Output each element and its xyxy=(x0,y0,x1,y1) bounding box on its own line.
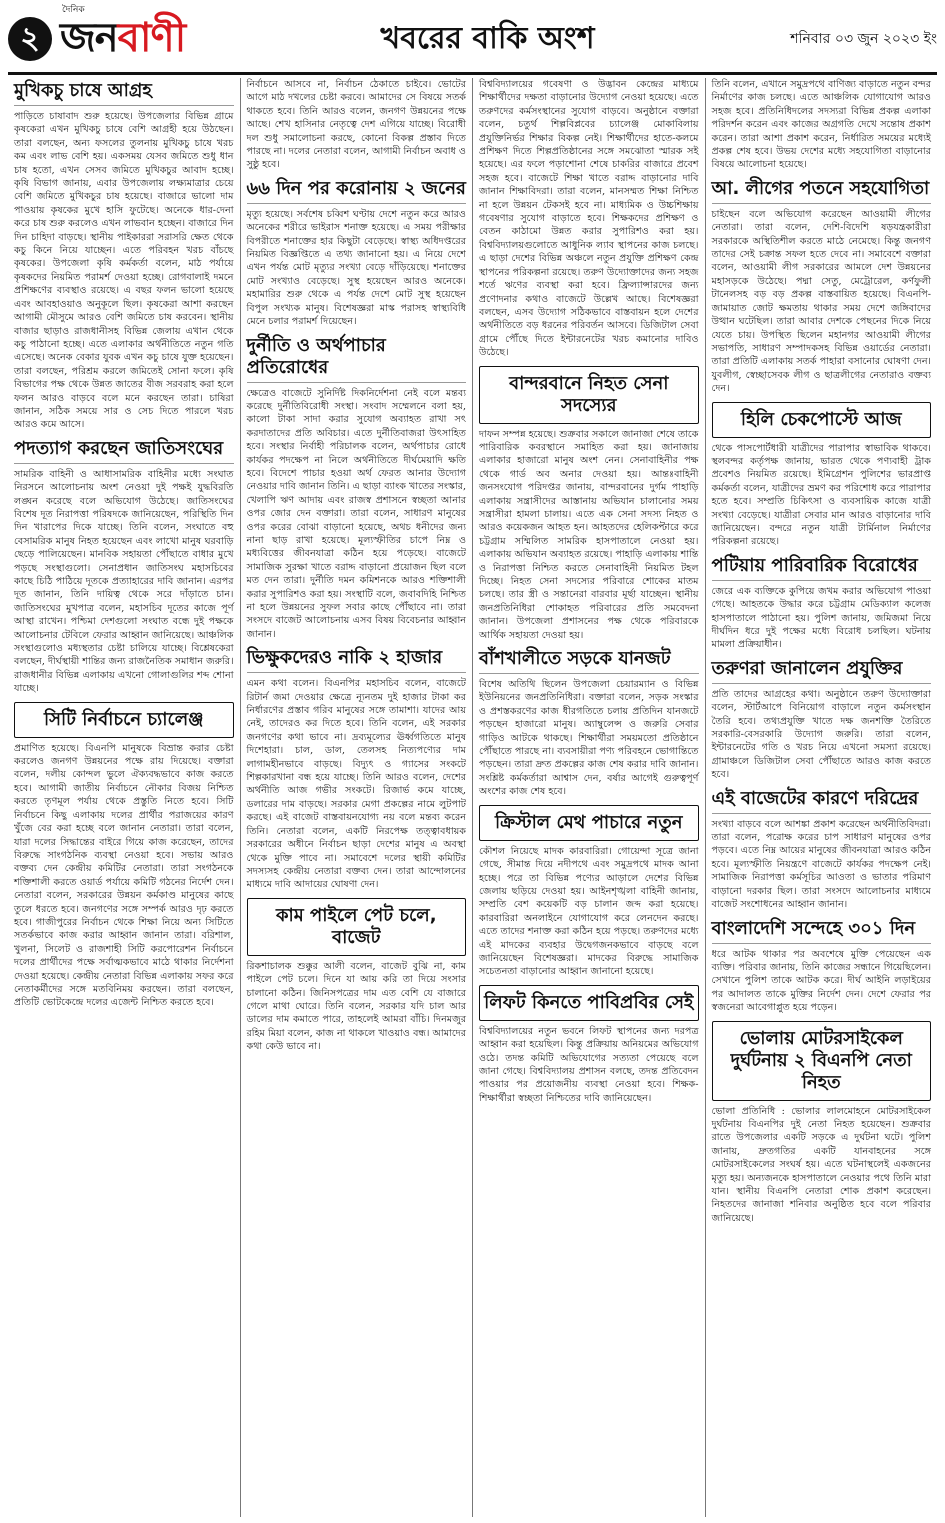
story-body: চাইছেন বলে অভিযোগ করেছেন আওয়ামী লীগের নেতারা। তারা বলেন, দেশি-বিদেশি ষড়যন্ত্রকারীরা সরকারকে অস্থিতিশীল করতে মাঠে নেমেছে। কিন্তু জনগণ তাদের সেই চক্রান্ত সফল হতে দেবে না। সমাবেশে বক্তারা বলেন, আওয়ামী লীগ সরকারের আমলে দেশ উন্নয়নের মহাসড়কে উঠেছে। পদ্মা সেতু, মেট্রোরেল, কর্ণফুলী টানেলসহ বড় বড় প্রকল্প বাস্তবায়িত হয়েছে। বিএনপি-জামায়াত জোট ক্ষমতায় থাকার সময় দেশে জঙ্গিবাদের উত্থান ঘটেছিল। তারা আবার দেশকে পেছনের দিকে নিয়ে যেতে চায়। উপস্থিত ছিলেন মহানগর আওয়ামী লীগের সভাপতি, সাধারণ সম্পাদকসহ বিভিন্ন ওয়ার্ডের নেতারা। তারা প্রতিটি এলাকায় সতর্ক পাহারা বসানোর ঘোষণা দেন। যুবলীগ, স্বেচ্ছাসেবক লীগ ও ছাত্রলীগের নেতারাও বক্তব্য দেন। xyxy=(711,208,931,395)
story-headline: বাংলাদেশি সন্দেহে ৩০১ দিন xyxy=(712,918,932,944)
story-body: পাড়িতে চাষাবাদ শুরু হয়েছে। উপজেলার বিভিন্ন গ্রামে কৃষকেরা এখন মুখিকচু চাষে বেশি আগ্রহী হয়ে উঠছেন। তারা বলছেন, অন্য ফসলের তুলনায় মুখিকচু চাষে খরচ কম এবং লাভ বেশি হয়। একসময় যেসব জমিতে শুধু ধান চাষ হতো, এখন সেসব জমিতে মুখিকচুর আবাদ হচ্ছে। কৃষি বিভাগ জানায়, এবার উপজেলায় লক্ষ্যমাত্রার চেয়ে বেশি জমিতে মুখিকচুর চাষ হয়েছে। বাজারে ভালো দাম পাওয়ায় কৃষকের মুখে হাসি ফুটেছে। অনেকে ধার-দেনা করে চাষ শুরু করলেও এখন লাভবান হচ্ছেন। বাজারে দিন দিন চাহিদা বাড়ছে। স্থানীয় পাইকাররা সরাসরি ক্ষেত থেকে কচু কিনে নিয়ে যাচ্ছেন। এতে পরিবহন খরচ বাঁচছে কৃষকের। উপজেলা কৃষি কর্মকর্তা বলেন, মাঠ পর্যায়ে কৃষকদের নিয়মিত পরামর্শ দেওয়া হচ্ছে। রোগবালাই দমনে প্রশিক্ষণের ব্যবস্থাও রয়েছে। এ বছর ফলন ভালো হয়েছে এবং আবহাওয়াও অনুকূলে ছিল। কৃষকেরা আশা করছেন আগামী মৌসুমে আরও বেশি জমিতে চাষ করবেন। স্থানীয় বাজার ছাড়াও রাজধানীসহ বিভিন্ন জেলায় এখান থেকে কচু পাঠানো হচ্ছে। এতে এলাকার অর্থনীতিতে নতুন গতি এসেছে। অনেক বেকার যুবক এখন কচু চাষে যুক্ত হয়েছেন। তারা বলছেন, পরিশ্রম করলে জমিতেই সোনা ফলে। কৃষি বিভাগের পক্ষ থেকে উন্নত জাতের বীজ সরবরাহ করা হলে ফলন আরও বাড়বে বলে মনে করছেন তারা। চাষিরা জানান, সঠিক সময়ে সার ও সেচ দিতে পারলে খরচ আরও কমে আসে। xyxy=(14,111,234,431)
story-headline: এই বাজেটের কারণে দরিদ্রের xyxy=(712,788,932,814)
news-story xyxy=(247,178,467,329)
logo-daily-label: দৈনিক xyxy=(62,4,85,15)
story-headline: ভোলায় মোটরসাইকেল দুর্ঘটনায় ২ বিএনপি নেতা নিহত xyxy=(712,1021,932,1101)
news-story xyxy=(247,335,467,642)
news-story xyxy=(712,788,932,912)
story-body: কৌশল নিয়েছে মাদক কারবারিরা। গোয়েন্দা সূত্রে জানা গেছে, সীমান্ত দিয়ে নদীপথে এবং সমুদ্রপথে মাদক আনা হচ্ছে। পরে তা বিভিন্ন পণ্যের আড়ালে দেশের বিভিন্ন জেলায় ছড়িয়ে দেওয়া হয়। আইনশৃঙ্খলা বাহিনী জানায়, সম্প্রতি বেশ কয়েকটি বড় চালান জব্দ করা হয়েছে। কারবারিরা অনলাইনে যোগাযোগ করে লেনদেন করছে। এতে তাদের শনাক্ত করা কঠিন হয়ে পড়ছে। তরুণদের মধ্যে এই মাদকের ব্যবহার উদ্বেগজনকভাবে বাড়ছে বলে জানিয়েছেন বিশেষজ্ঞরা। মাদকের বিরুদ্ধে সামাজিক সচেতনতা বাড়ানোর আহ্বান জানানো হয়েছে। xyxy=(479,845,699,978)
story-body: সংখ্যা বাড়বে বলে আশঙ্কা প্রকাশ করেছেন অর্থনীতিবিদরা। তারা বলেন, পরোক্ষ করের চাপ সাধারণ মানুষের ওপর পড়বে। এতে নিম্ন আয়ের মানুষের জীবনযাত্রা আরও কঠিন হবে। মূল্যস্ফীতি নিয়ন্ত্রণে বাজেটে কার্যকর পদক্ষেপ নেই। সামাজিক নিরাপত্তা কর্মসূচির আওতা ও ভাতার পরিমাণ বাড়ানো দরকার ছিল। তারা সংসদে আলোচনার মাধ্যমে বাজেট সংশোধনের আহ্বান জানান। xyxy=(711,818,931,911)
page-number-badge: ২ xyxy=(8,17,52,61)
story-body: ধরে আটক থাকার পর অবশেষে মুক্তি পেয়েছেন এক ব্যক্তি। পরিবার জানায়, তিনি কাজের সন্ধানে গিয়েছিলেন। সেখানে পুলিশ তাকে আটক করে। দীর্ঘ আইনি লড়াইয়ের পর আদালত তাকে মুক্তির নির্দেশ দেন। দেশে ফেরার পর স্বজনেরা আবেগাপ্লুত হয়ে পড়েন। xyxy=(711,948,931,1014)
news-story xyxy=(712,78,932,172)
news-story xyxy=(247,78,467,172)
news-story xyxy=(247,647,467,892)
story-body: ভোলা প্রতিনিধি : ভোলার লালমোহনে মোটরসাইকেল দুর্ঘটনায় বিএনপির দুই নেতা নিহত হয়েছেন। শুক্রবার রাতে উপজেলার একটি সড়কে এ দুর্ঘটনা ঘটে। পুলিশ জানায়, দ্রুতগতির একটি যানবাহনের সঙ্গে মোটরসাইকেলের সংঘর্ষ হয়। এতে ঘটনাস্থলেই একজনের মৃত্যু হয়। অন্যজনকে হাসপাতালে নেওয়ার পথে তিনি মারা যান। স্থানীয় বিএনপি নেতারা শোক প্রকাশ করেছেন। নিহতদের জানাজা শনিবার অনুষ্ঠিত হবে বলে পরিবার জানিয়েছে। xyxy=(711,1105,931,1224)
story-body: থেকে পাসপোর্টধারী যাত্রীদের পারাপার স্বাভাবিক থাকবে। স্থলবন্দর কর্তৃপক্ষ জানায়, ভারত থেকে পণ্যবাহী ট্রাক প্রবেশও নিয়মিত রয়েছে। ইমিগ্রেশন পুলিশের ভারপ্রাপ্ত কর্মকর্তা বলেন, যাত্রীদের ভ্রমণ কর পরিশোধ করে পারাপার হতে হবে। সম্প্রতি চিকিৎসা ও ব্যবসায়িক কাজে যাত্রী সংখ্যা বেড়েছে। যাত্রীরা সেবার মান আরও বাড়ানোর দাবি জানিয়েছেন। বন্দরে নতুন যাত্রী টার্মিনাল নির্মাণের পরিকল্পনা রয়েছে। xyxy=(711,442,931,548)
masthead xyxy=(8,6,937,75)
news-story xyxy=(712,555,932,652)
story-body: রিকশাচালক শুক্কুর আলী বলেন, বাজেট বুঝি না, কাম পাইলে পেট চলে। দিনে যা আয় করি তা দিয়ে সংসার চালানো কঠিন। জিনিসপত্রের দাম এত বেশি যে বাজারে গেলে মাথা ঘোরে। তিনি বলেন, সরকার যদি চাল আর ডালের দাম কমাতে পারে, তাহলেই আমরা বাঁচি। দিনমজুর রহিম মিয়া বলেন, কাজ না থাকলে খাওয়াও বন্ধ। আমাদের কথা কেউ ভাবে না। xyxy=(246,960,466,1053)
news-story xyxy=(14,702,234,1010)
story-headline: হিলি চেকপোস্টে আজ xyxy=(712,402,932,438)
story-headline: পটিয়ায় পারিবারিক বিরোধের xyxy=(712,555,932,581)
story-body: বিশ্ববিদ্যালয়ের নতুন ভবনে লিফট স্থাপনের জন্য দরপত্র আহ্বান করা হয়েছিল। কিন্তু প্রক্রিয়ায় অনিয়মের অভিযোগ ওঠে। তদন্ত কমিটি অভিযোগের সত্যতা পেয়েছে বলে জানা গেছে। বিশ্ববিদ্যালয় প্রশাসন বলছে, তদন্ত প্রতিবেদন পাওয়ার পর প্রয়োজনীয় ব্যবস্থা নেওয়া হবে। শিক্ষক-শিক্ষার্থীরা স্বচ্ছতা নিশ্চিতের দাবি জানিয়েছেন। xyxy=(479,1025,699,1104)
issue-date: শনিবার ০৩ জুন ২০২৩ ইং xyxy=(790,31,937,47)
paper-logo xyxy=(8,4,238,69)
news-story xyxy=(712,178,932,396)
story-body: সামরিক বাহিনী ও আধাসামরিক বাহিনীর মধ্যে সংঘাত নিরসনে আলোচনায় অংশ নেওয়া দুই পক্ষই যুদ্ধবিরতি লঙ্ঘন করেছে বলে অভিযোগ উঠেছে। জাতিসংঘের বিশেষ দূত নিরাপত্তা পরিষদকে জানিয়েছেন, পরিস্থিতি দিন দিন খারাপের দিকে যাচ্ছে। তিনি বলেন, সংঘাতে বহু বেসামরিক মানুষ নিহত হয়েছেন এবং লাখো মানুষ ঘরবাড়ি ছেড়ে পালিয়েছেন। মানবিক সহায়তা পৌঁছাতে বাধার মুখে পড়ছে সংস্থাগুলো। সেনাপ্রধান জাতিসংঘ মহাসচিবের কাছে চিঠি পাঠিয়ে দূতকে প্রত্যাহারের দাবি জানান। এরপর দূত জানান, তিনি দায়িত্ব থেকে সরে দাঁড়াতে চান। জাতিসংঘের মুখপাত্র বলেন, মহাসচিব দূতের কাজে পূর্ণ আস্থা রাখেন। পশ্চিমা দেশগুলো সংঘাত বন্ধে দুই পক্ষকে আলোচনার টেবিলে ফেরার আহ্বান জানিয়েছে। আঞ্চলিক সংস্থাগুলোও মধ্যস্থতার চেষ্টা চালিয়ে যাচ্ছে। বিশ্লেষকেরা বলছেন, দীর্ঘস্থায়ী শান্তির জন্য রাজনৈতিক সমাধান জরুরি। রাজধানীর বিভিন্ন এলাকায় এখনো গোলাগুলির শব্দ শোনা যাচ্ছে। xyxy=(14,468,234,695)
column-1 xyxy=(8,78,241,1517)
news-story xyxy=(479,805,699,979)
news-story xyxy=(479,78,699,360)
story-body: বিশ্ববিদ্যালয়ের গবেষণা ও উদ্ভাবন কেন্দ্রের মাধ্যমে শিক্ষার্থীদের দক্ষতা বাড়ানোর উদ্যোগ নেওয়া হয়েছে। এতে তরুণদের কর্মসংস্থানের সুযোগ বাড়বে। অনুষ্ঠানে বক্তারা বলেন, চতুর্থ শিল্পবিপ্লবের চ্যালেঞ্জ মোকাবিলায় প্রযুক্তিনির্ভর শিক্ষার বিকল্প নেই। শিক্ষার্থীদের হাতে-কলমে প্রশিক্ষণ দিতে শিল্পপ্রতিষ্ঠানের সঙ্গে সমঝোতা স্মারক সই হয়েছে। এর ফলে পড়াশোনা শেষে চাকরির বাজারে প্রবেশ সহজ হবে। বাজেটে শিক্ষা খাতে বরাদ্দ বাড়ানোর দাবি জানান শিক্ষাবিদরা। তারা বলেন, মানসম্মত শিক্ষা নিশ্চিত না হলে উন্নয়ন টেকসই হবে না। মাধ্যমিক ও উচ্চশিক্ষায় গবেষণার সুযোগ বাড়াতে হবে। শিক্ষকদের প্রশিক্ষণ ও বেতন কাঠামো উন্নত করার সুপারিশও করা হয়। বিশ্ববিদ্যালয়গুলোতে আধুনিক ল্যাব স্থাপনের কাজ চলছে। এ ছাড়া দেশের বিভিন্ন অঞ্চলে নতুন প্রযুক্তি প্রশিক্ষণ কেন্দ্র স্থাপনের পরিকল্পনা রয়েছে। তরুণ উদ্যোক্তাদের জন্য সহজ শর্তে ঋণের ব্যবস্থা করা হবে। ফ্রিল্যান্সারদের জন্য প্রণোদনার কথাও বাজেটে উল্লেখ আছে। বিশেষজ্ঞরা বলছেন, এসব উদ্যোগ সঠিকভাবে বাস্তবায়ন হলে দেশের অর্থনীতিতে বড় ধরনের পরিবর্তন আসবে। ডিজিটাল সেবা গ্রামে পৌঁছে দিতে ইন্টারনেটের খরচ কমানোর দাবিও উঠেছে। xyxy=(479,79,699,359)
news-story xyxy=(712,658,932,782)
story-headline: সিটি নির্বাচনে চ্যালেঞ্জ xyxy=(14,702,234,738)
column-3 xyxy=(473,78,706,1517)
story-headline: বাঁশখালীতে সড়কে যানজট xyxy=(479,648,699,674)
section-title: খবরের বাকি অংশ xyxy=(380,20,595,56)
column-2 xyxy=(241,78,474,1517)
news-story xyxy=(479,985,699,1105)
story-headline: মুখিকচু চাষে আগ্রহ xyxy=(14,80,234,106)
news-story xyxy=(479,648,699,799)
news-story xyxy=(247,898,467,1054)
story-headline: বান্দরবানে নিহত সেনা সদস্যের xyxy=(479,366,699,424)
story-headline: লিফট কিনতে পাবিপ্রবির সেই xyxy=(479,985,699,1021)
story-body: বিশেষ অতিথি ছিলেন উপজেলা চেয়ারম্যান ও বিভিন্ন ইউনিয়নের জনপ্রতিনিধিরা। বক্তারা বলেন, সড়ক সংস্কার ও প্রশস্তকরণের কাজ ধীরগতিতে চলায় প্রতিদিন যানজটে পড়ছেন হাজারো মানুষ। অ্যাম্বুলেন্স ও জরুরি সেবার গাড়িও আটকে থাকছে। শিক্ষার্থীরা সময়মতো প্রতিষ্ঠানে পৌঁছাতে পারছে না। ব্যবসায়ীরা পণ্য পরিবহনে ভোগান্তিতে পড়ছেন। তারা দ্রুত প্রকল্পের কাজ শেষ করার দাবি জানান। সংশ্লিষ্ট কর্মকর্তারা আশ্বাস দেন, বর্ষার আগেই গুরুত্বপূর্ণ অংশের কাজ শেষ হবে। xyxy=(479,679,699,798)
news-story xyxy=(712,1021,932,1226)
story-headline: ৬৬ দিন পর করোনায় ২ জনের xyxy=(247,178,467,204)
story-headline: আ. লীগের পতনে সহযোগিতা xyxy=(712,178,932,204)
story-body: জেরে এক ব্যক্তিকে কুপিয়ে জখম করার অভিযোগ পাওয়া গেছে। আহতকে উদ্ধার করে চট্টগ্রাম মেডিক্যাল কলেজ হাসপাতালে পাঠানো হয়। পুলিশ জানায়, জমিজমা নিয়ে দীর্ঘদিন ধরে দুই পক্ষের মধ্যে বিরোধ চলছিল। ঘটনায় মামলা প্রক্রিয়াধীন। xyxy=(711,585,931,651)
logo-wordmark xyxy=(60,6,185,73)
logo-name-part-b: বাণী xyxy=(117,14,186,61)
story-headline: ভিক্ষুকদেরও নাকি ২ হাজার xyxy=(247,647,467,673)
news-story xyxy=(14,438,234,696)
news-story xyxy=(14,80,234,432)
story-body: দাফন সম্পন্ন হয়েছে। শুক্রবার সকালে জানাজা শেষে তাকে পারিবারিক কবরস্থানে সমাহিত করা হয়। জানাজায় এলাকার হাজারো মানুষ অংশ নেন। সেনাবাহিনীর পক্ষ থেকে গার্ড অব অনার দেওয়া হয়। আন্তঃবাহিনী জনসংযোগ পরিদপ্তর জানায়, বান্দরবানের দুর্গম পাহাড়ি এলাকায় সন্ত্রাসীদের আস্তানায় অভিযান চালানোর সময় সন্ত্রাসীরা হামলা চালায়। এতে এক সেনা সদস্য নিহত ও আরও কয়েকজন আহত হন। আহতদের হেলিকপ্টারে করে চট্টগ্রাম সম্মিলিত সামরিক হাসপাতালে নেওয়া হয়। এলাকায় অভিযান অব্যাহত রয়েছে। পাহাড়ি এলাকায় শান্তি ও নিরাপত্তা নিশ্চিত করতে সেনাবাহিনী নিয়মিত টহল দিচ্ছে। নিহত সেনা সদস্যের পরিবারে শোকের মাতম চলছে। তার স্ত্রী ও সন্তানেরা বারবার মূর্ছা যাচ্ছেন। স্থানীয় জনপ্রতিনিধিরা শোকাহত পরিবারের প্রতি সমবেদনা জানান। উপজেলা প্রশাসনের পক্ষ থেকে পরিবারকে আর্থিক সহায়তা দেওয়া হয়। xyxy=(479,428,699,641)
story-body: প্রতি তাদের আগ্রহের কথা। অনুষ্ঠানে তরুণ উদ্যোক্তারা বলেন, স্টার্টআপে বিনিয়োগ বাড়ালে নতুন কর্মসংস্থান তৈরি হবে। তথ্যপ্রযুক্তি খাতে দক্ষ জনশক্তি তৈরিতে সরকারি-বেসরকারি উদ্যোগ জরুরি। তারা বলেন, ইন্টারনেটের গতি ও খরচ নিয়ে এখনো সমস্যা রয়েছে। গ্রামাঞ্চলে ডিজিটাল সেবা পৌঁছাতে আরও কাজ করতে হবে। xyxy=(711,688,931,781)
logo-name-part-a: জন xyxy=(60,14,118,61)
story-headline: তরুণরা জানালেন প্রযুক্তির xyxy=(712,658,932,684)
news-story xyxy=(712,918,932,1015)
story-body: প্রমাণিত হয়েছে। বিএনপি মানুষকে বিভ্রান্ত করার চেষ্টা করলেও জনগণ উন্নয়নের পক্ষে রায় দিয়েছে। বক্তারা বলেন, দলীয় কোন্দল ভুলে ঐক্যবদ্ধভাবে কাজ করতে হবে। আগামী জাতীয় নির্বাচনে নৌকার বিজয় নিশ্চিত করতে তৃণমূল পর্যায় থেকে প্রস্তুতি নিতে হবে। সিটি নির্বাচনে কিছু এলাকায় দলের প্রার্থীর পরাজয়ের কারণ খুঁজে বের করা হচ্ছে বলে জানান নেতারা। তারা বলেন, যারা দলের সিদ্ধান্তের বাইরে গিয়ে কাজ করেছেন, তাদের বিরুদ্ধে সাংগঠনিক ব্যবস্থা নেওয়া হবে। সভায় আরও বক্তব্য দেন কেন্দ্রীয় কমিটির নেতারা। তারা সংগঠনকে শক্তিশালী করতে ওয়ার্ড পর্যায়ে কমিটি গঠনের নির্দেশ দেন। নেতারা বলেন, সরকারের উন্নয়ন কর্মকাণ্ড মানুষের কাছে তুলে ধরতে হবে। জনগণের সঙ্গে সম্পর্ক আরও দৃঢ় করতে হবে। গাজীপুরের নির্বাচন থেকে শিক্ষা নিয়ে অন্য সিটিতে সতর্কভাবে কাজ করার আহ্বান জানান তারা। বরিশাল, খুলনা, সিলেট ও রাজশাহী সিটি করপোরেশন নির্বাচনে দলের প্রার্থীদের পক্ষে সর্বাত্মকভাবে মাঠে থাকার নির্দেশনা দেওয়া হয়েছে। কেন্দ্রীয় নেতারা বিভিন্ন এলাকায় সফর করে নেতাকর্মীদের সঙ্গে মতবিনিময় করছেন। তারা বলছেন, প্রতিটি ভোটকেন্দ্রে দলের এজেন্ট নিশ্চিত করতে হবে। xyxy=(14,742,234,1009)
story-body: নির্বাচনে আসবে না, নির্বাচন ঠেকাতে চাইবে। ভোটের আগে মাঠ দখলের চেষ্টা করবে। আমাদের সে বিষয়ে সতর্ক থাকতে হবে। তিনি আরও বলেন, জনগণ উন্নয়নের পক্ষে আছে। শেখ হাসিনার নেতৃত্বে দেশ এগিয়ে যাচ্ছে। বিরোধী দল শুধু সমালোচনা করছে, কোনো বিকল্প প্রস্তাব দিতে পারছে না। দলের নেতারা বলেন, আগামী নির্বাচন অবাধ ও সুষ্ঠু হবে। xyxy=(246,79,466,171)
story-body: ক্ষেত্রেও বাজেটে সুনির্দিষ্ট দিকনির্দেশনা নেই বলে মন্তব্য করেছে দুর্নীতিবিরোধী সংস্থা। সংবাদ সম্মেলনে বলা হয়, কালো টাকা সাদা করার সুযোগ অব্যাহত রাখা সৎ করদাতাদের প্রতি অবিচার। এতে দুর্নীতিবাজরা উৎসাহিত হবে। সংস্থার নির্বাহী পরিচালক বলেন, অর্থপাচার রোধে কার্যকর পদক্ষেপ না নিলে অর্থনীতিতে দীর্ঘমেয়াদি ক্ষতি হবে। বিদেশে পাচার হওয়া অর্থ ফেরত আনার উদ্যোগ নেওয়ার দাবি জানান তিনি। এ ছাড়া ব্যাংক খাতের সংস্কার, খেলাপি ঋণ আদায় এবং রাজস্ব প্রশাসনে স্বচ্ছতা আনার ওপর জোর দেন বক্তারা। তারা বলেন, সাধারণ মানুষের ওপর করের বোঝা বাড়ানো হয়েছে, অথচ ধনীদের জন্য নানা ছাড় রাখা হয়েছে। মূল্যস্ফীতির চাপে নিম্ন ও মধ্যবিত্তের জীবনযাত্রা কঠিন হয়ে পড়েছে। বাজেটে সামাজিক সুরক্ষা খাতে বরাদ্দ বাড়ানো প্রয়োজন ছিল বলে মত দেন তারা। দুর্নীতি দমন কমিশনকে আরও শক্তিশালী করার সুপারিশও করা হয়। সংস্থাটি বলে, জবাবদিহি নিশ্চিত না হলে উন্নয়নের সুফল সবার কাছে পৌঁছাবে না। তারা সংসদে বাজেট আলোচনায় এসব বিষয় বিবেচনার আহ্বান জানান। xyxy=(246,387,466,640)
news-story xyxy=(712,402,932,549)
story-body: এমন কথা বলেন। বিএনপির মহাসচিব বলেন, বাজেটে রিটার্ন জমা দেওয়ার ক্ষেত্রে ন্যূনতম দুই হাজার টাকা কর নির্ধারণের প্রস্তাব গরিব মানুষের সঙ্গে তামাশা। যাদের আয় নেই, তাদেরও কর দিতে হবে। তিনি বলেন, এই সরকার জনগণের কথা ভাবে না। দ্রব্যমূল্যের ঊর্ধ্বগতিতে মানুষ দিশেহারা। চাল, ডাল, তেলসহ নিত্যপণ্যের দাম লাগামহীনভাবে বাড়ছে। বিদ্যুৎ ও গ্যাসের সংকটে শিল্পকারখানা বন্ধ হয়ে যাচ্ছে। তিনি আরও বলেন, দেশের অর্থনীতি আজ গভীর সংকটে। রিজার্ভ কমে যাচ্ছে, ডলারের দাম বাড়ছে। সরকার মেগা প্রকল্পের নামে লুটপাট করছে। এই বাজেট বাস্তবায়নযোগ্য নয় বলে মন্তব্য করেন তিনি। নেতারা বলেন, একটি নিরপেক্ষ তত্ত্বাবধায়ক সরকারের অধীনে নির্বাচন ছাড়া দেশের মানুষ এ অবস্থা থেকে মুক্তি পাবে না। সমাবেশে দলের স্থায়ী কমিটির সদস্যসহ কেন্দ্রীয় নেতারা বক্তব্য দেন। তারা আন্দোলনের মাধ্যমে দাবি আদায়ের ঘোষণা দেন। xyxy=(246,678,466,891)
story-headline: দুর্নীতি ও অর্থপাচার প্রতিরোধের xyxy=(247,335,467,383)
story-headline: পদত্যাগ করছেন জাতিসংঘের xyxy=(14,438,234,464)
story-headline: ক্রিস্টাল মেথ পাচারে নতুন xyxy=(479,805,699,841)
logo-name xyxy=(60,15,185,61)
column-4 xyxy=(706,78,938,1517)
story-body: মৃত্যু হয়েছে। সর্বশেষ চব্বিশ ঘণ্টায় দেশে নতুন করে আরও অনেকের শরীরে ভাইরাস শনাক্ত হয়েছে। এ সময় পরীক্ষার বিপরীতে শনাক্তের হার কিছুটা বেড়েছে। স্বাস্থ্য অধিদপ্তরের নিয়মিত বিজ্ঞপ্তিতে এ তথ্য জানানো হয়। এ নিয়ে দেশে এখন পর্যন্ত মোট মৃত্যুর সংখ্যা বেড়ে দাঁড়িয়েছে। শনাক্তের মোট সংখ্যাও বেড়েছে। সুস্থ হয়েছেন আরও অনেকে। মহামারির শুরু থেকে এ পর্যন্ত দেশে মোট সুস্থ হয়েছেন বিপুল সংখ্যক মানুষ। বিশেষজ্ঞরা মাস্ক পরাসহ স্বাস্থ্যবিধি মেনে চলার পরামর্শ দিয়েছেন। xyxy=(246,208,466,328)
article-columns xyxy=(8,78,937,1517)
news-story xyxy=(479,366,699,643)
story-headline: কাম পাইলে পেট চলে, বাজেট xyxy=(247,898,467,956)
story-body: তিনি বলেন, এখানে সমুদ্রপথে বাণিজ্য বাড়াতে নতুন বন্দর নির্মাণের কাজ চলছে। এতে আঞ্চলিক যোগাযোগ আরও সহজ হবে। প্রতিনিধিদলের সদস্যরা বিভিন্ন প্রকল্প এলাকা পরিদর্শন করেন এবং কাজের অগ্রগতি দেখে সন্তোষ প্রকাশ করেন। তারা আশা প্রকাশ করেন, নির্ধারিত সময়ের মধ্যেই প্রকল্প শেষ হবে। উভয় দেশের মধ্যে সহযোগিতা বাড়ানোর বিষয়ে আলোচনা হয়েছে। xyxy=(711,79,931,171)
